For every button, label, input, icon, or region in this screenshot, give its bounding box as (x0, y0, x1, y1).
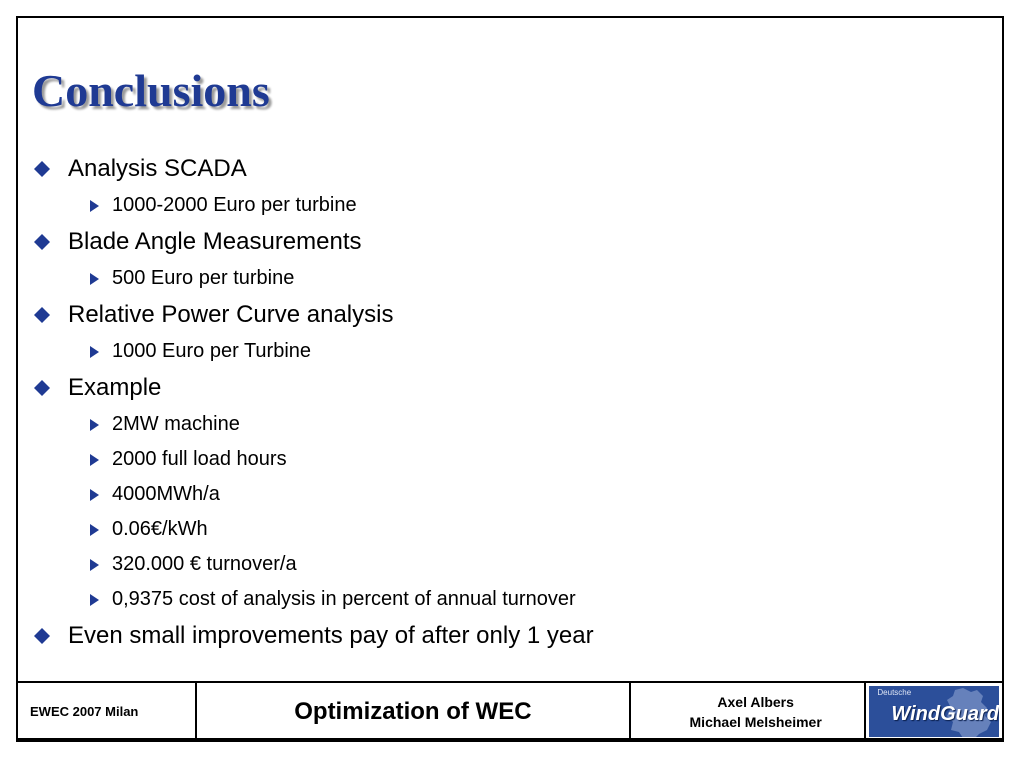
triangle-right-icon (90, 419, 99, 431)
sub-bullet-item (34, 547, 994, 582)
sub-bullet-text: 2MW machine (112, 413, 240, 435)
bullet-text: Example (68, 374, 162, 401)
bullet-item (34, 617, 994, 655)
bullet-text: Relative Power Curve analysis (68, 301, 394, 328)
slide-title: Conclusions (32, 65, 270, 116)
footer-authors (631, 683, 867, 740)
bullet-text: Even small improvements pay of after only 1 year (68, 622, 594, 649)
sub-bullet-item (34, 477, 994, 512)
logo-text: WindGuard (891, 703, 999, 725)
bullet-item (34, 369, 994, 407)
sub-bullet-text: 0.06€/kWh (112, 518, 208, 540)
diamond-icon (34, 307, 50, 323)
triangle-right-icon (90, 489, 99, 501)
sub-bullet-text: 1000-2000 Euro per turbine (112, 194, 357, 216)
sub-bullet-item (34, 512, 994, 547)
sub-bullet-item (34, 582, 994, 617)
footer-logo (866, 683, 1002, 740)
footer-topic: Optimization of WEC (197, 683, 631, 740)
sub-bullet-text: 1000 Euro per Turbine (112, 340, 312, 362)
bullet-list (34, 150, 994, 655)
bullet-text: Analysis SCADA (68, 155, 247, 182)
triangle-right-icon (90, 346, 99, 358)
author-name: Axel Albers (717, 693, 794, 710)
diamond-icon (34, 161, 50, 177)
triangle-right-icon (90, 200, 99, 212)
triangle-right-icon (90, 559, 99, 571)
triangle-right-icon (90, 594, 99, 606)
sub-bullet-item (34, 334, 994, 369)
sub-bullet-item (34, 442, 994, 477)
bullet-item (34, 150, 994, 188)
diamond-icon (34, 380, 50, 396)
triangle-right-icon (90, 454, 99, 466)
bullet-item (34, 223, 994, 261)
sub-bullet-text: 2000 full load hours (112, 448, 287, 470)
logo-small-text: Deutsche (877, 688, 912, 697)
triangle-right-icon (90, 524, 99, 536)
sub-bullet-item (34, 188, 994, 223)
diamond-icon (34, 628, 50, 644)
diamond-icon (34, 234, 50, 250)
sub-bullet-text: 4000MWh/a (112, 483, 220, 505)
footer-bar (16, 681, 1004, 742)
windguard-logo (869, 686, 999, 737)
sub-bullet-text: 320.000 € turnover/a (112, 553, 297, 575)
sub-bullet-text: 0,9375 cost of analysis in percent of annual turnover (112, 588, 576, 610)
sub-bullet-item (34, 261, 994, 296)
triangle-right-icon (90, 273, 99, 285)
bullet-text: Blade Angle Measurements (68, 228, 362, 255)
author-name: Michael Melsheimer (689, 713, 822, 730)
bullet-item (34, 296, 994, 334)
footer-event: EWEC 2007 Milan (18, 683, 197, 740)
sub-bullet-item (34, 407, 994, 442)
sub-bullet-text: 500 Euro per turbine (112, 267, 295, 289)
